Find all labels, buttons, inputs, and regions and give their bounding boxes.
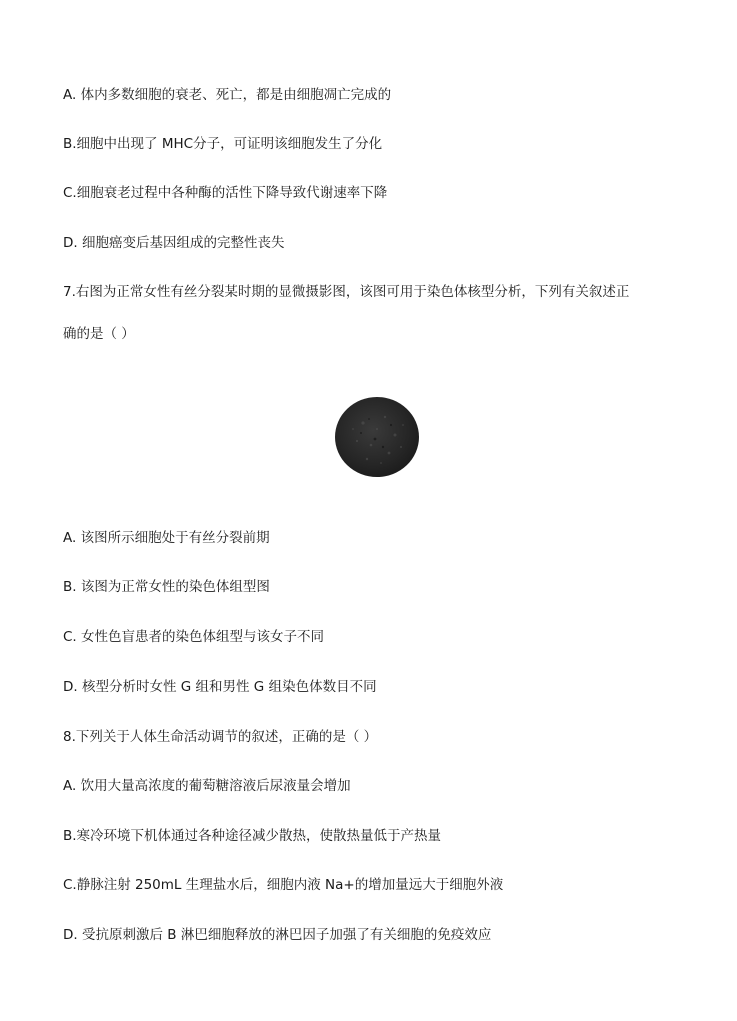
q7-option-a: A. 该图所示细胞处于有丝分裂前期 [63, 530, 270, 546]
q8-stem: 8.下列关于人体生命活动调节的叙述，正确的是（ ） [63, 729, 378, 745]
q7-option-b: B. 该图为正常女性的染色体组型图 [63, 579, 270, 595]
q6-option-a: A. 体内多数细胞的衰老、死亡，都是由细胞凋亡完成的 [63, 87, 392, 103]
q8-option-a: A. 饮用大量高浓度的葡萄糖溶液后尿液量会增加 [63, 778, 351, 794]
q7-stem-line1: 7.右图为正常女性有丝分裂某时期的显微摄影图，该图可用于染色体核型分析，下列有关叙述正 [63, 284, 630, 300]
q6-option-c: C.细胞衰老过程中各种酶的活性下降导致代谢速率下降 [63, 185, 388, 201]
micrograph-cell-figure [333, 395, 421, 479]
q6-option-d: D. 细胞癌变后基因组成的完整性丧失 [63, 235, 285, 251]
q7-stem-line2: 确的是（ ） [63, 326, 135, 342]
q7-option-d: D. 核型分析时女性 G 组和男性 G 组染色体数目不同 [63, 679, 377, 695]
q8-option-d: D. 受抗原刺激后 B 淋巴细胞释放的淋巴因子加强了有关细胞的免疫效应 [63, 927, 492, 943]
q7-option-c: C. 女性色盲患者的染色体组型与该女子不同 [63, 629, 325, 645]
micrograph-image [333, 395, 421, 479]
q8-option-b: B.寒冷环境下机体通过各种途径减少散热，使散热量低于产热量 [63, 828, 442, 844]
q8-option-c: C.静脉注射 250mL 生理盐水后，细胞内液 Na+的增加量远大于细胞外液 [63, 877, 504, 893]
q6-option-b: B.细胞中出现了 MHC分子，可证明该细胞发生了分化 [63, 136, 383, 152]
